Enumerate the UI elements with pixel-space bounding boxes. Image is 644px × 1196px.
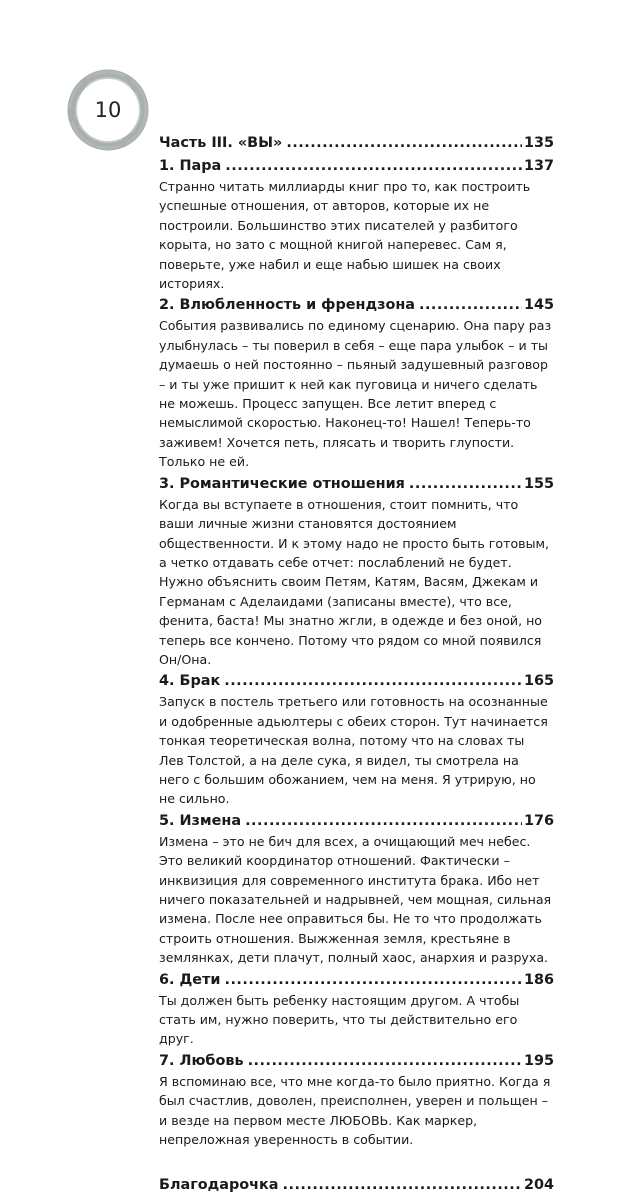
toc-heading[interactable] [159,133,554,154]
toc-description: Я вспоминаю все, что мне когда-то было приятно. Когда я был счастлив, доволен, преисполнен, уверен и польщен – и везде на первом месте ЛЮБОВЬ. Как маркер, непреложная уверенность в событии. [159,1073,551,1148]
toc-heading[interactable] [159,811,554,832]
toc-title: 6. Дети [159,971,221,988]
toc-page-number: 135 [523,135,554,151]
toc-description: Странно читать миллиарды книг про то, как построить успешные отношения, от авторов, которые их не построили. Большинство этих писателей у разбитого корыта, но зато с мощной книгой наперевес. Сам я, поверьте, уже набил и еще набью шишек на своих историях. [159,179,531,292]
toc-heading[interactable] [159,156,554,177]
dot-leader [419,295,522,316]
dot-leader [286,133,522,154]
toc-page-number: 204 [523,1177,554,1194]
toc-entry-chapter-1 [159,156,554,293]
toc-title: Благодарочка [159,1177,279,1194]
toc-entry-chapter-3 [159,474,554,670]
toc-page-number: 165 [523,673,554,690]
toc-title: 3. Романтические отношения [159,475,405,492]
toc-page-number: 137 [523,158,554,174]
toc-page-number: 186 [523,971,554,988]
dot-leader [283,1175,522,1196]
toc-title: 5. Измена [159,812,242,829]
toc-entry-chapter-2 [159,295,554,471]
toc-entry-chapter-4 [159,671,554,808]
toc-heading[interactable] [159,1175,554,1196]
toc-heading[interactable] [159,970,554,991]
toc-entry-chapter-6 [159,970,554,1049]
toc-title: 7. Любовь [159,1052,244,1069]
toc-page-number: 195 [523,1052,554,1069]
dot-leader [245,811,522,832]
toc-entry-chapter-7 [159,1051,554,1150]
toc-description: Когда вы вступаете в отношения, стоит помнить, что ваши личные жизни становятся достоянием общественности. И к этому надо не просто быть готовым, а четко отдавать себе отчет: послаблений не будет. Нужно объяснить своим Петям, Катям, Васям, Джекам и Германам с Аделаидами (записаны вместе), что все, фенита, баста! Мы знатно жгли, в одежде и без оной, но теперь все кончено. Потому что рядом со мной появился Он/Она. [159,496,550,667]
toc-page-number: 155 [523,475,554,492]
toc-title: 2. Влюбленность и френдзона [159,297,415,314]
toc-title: 1. Пара [159,158,222,174]
dot-leader [225,156,522,177]
toc-title: 4. Брак [159,673,221,690]
dot-leader [409,474,522,495]
dot-leader [225,970,522,991]
toc-entry-chapter-5 [159,811,554,968]
page-number: 10 [94,98,122,122]
toc-description: Запуск в постель третьего или готовность на осознанные и одобренные адьюлтеры с обеих сторон. Тут начинается тонкая теоретическая волна, потому что на словах ты Лев Толстой, а на деле сука, я видел, ты смотрела на него с большим обожанием, чем на меня. Я утрирую, но не сильно. [159,694,548,807]
toc-page-number: 176 [523,812,554,829]
toc-description: Ты должен быть ребенку настоящим другом. А чтобы стать им, нужно поверить, что ты действительно его друг. [159,992,520,1047]
table-of-contents [159,133,554,1196]
toc-page-number: 145 [523,297,554,314]
toc-heading[interactable] [159,295,554,316]
toc-entry-acknowledgements [159,1175,554,1196]
toc-description: Измена – это не бич для всех, а очищающий меч небес. Это великий координатор отношений. Фактически – инквизиция для современного института брака. Ибо нет ничего показательней и надрывней, чем мощная, сильная измена. После нее оправиться бы. Не то что продолжать строить отношения. Выжженная земля, крестьяне в землянках, дети плачут, полный хаос, анархия и разруха. [159,833,552,966]
toc-heading[interactable] [159,671,554,692]
toc-heading[interactable] [159,474,554,495]
page-number-badge [66,68,150,152]
toc-entry-part-3 [159,133,554,154]
toc-description: События развивались по единому сценарию. Она пару раз улыбнулась – ты поверил в себя – еще пара улыбок – и ты думаешь о ней постоянно – пьяный задушевный разговор – и ты уже пришит к ней как пуговица и ничего сделать не можешь. Процесс запущен. Все летит вперед с немыслимой скоростью. Наконец-то! Нашел! Теперь-то заживем! Хочется петь, плясать и творить глупости. Только не ей. [159,318,552,470]
dot-leader [248,1051,522,1072]
toc-heading[interactable] [159,1051,554,1072]
toc-title: Часть III. «ВЫ» [159,135,283,151]
dot-leader [224,671,522,692]
